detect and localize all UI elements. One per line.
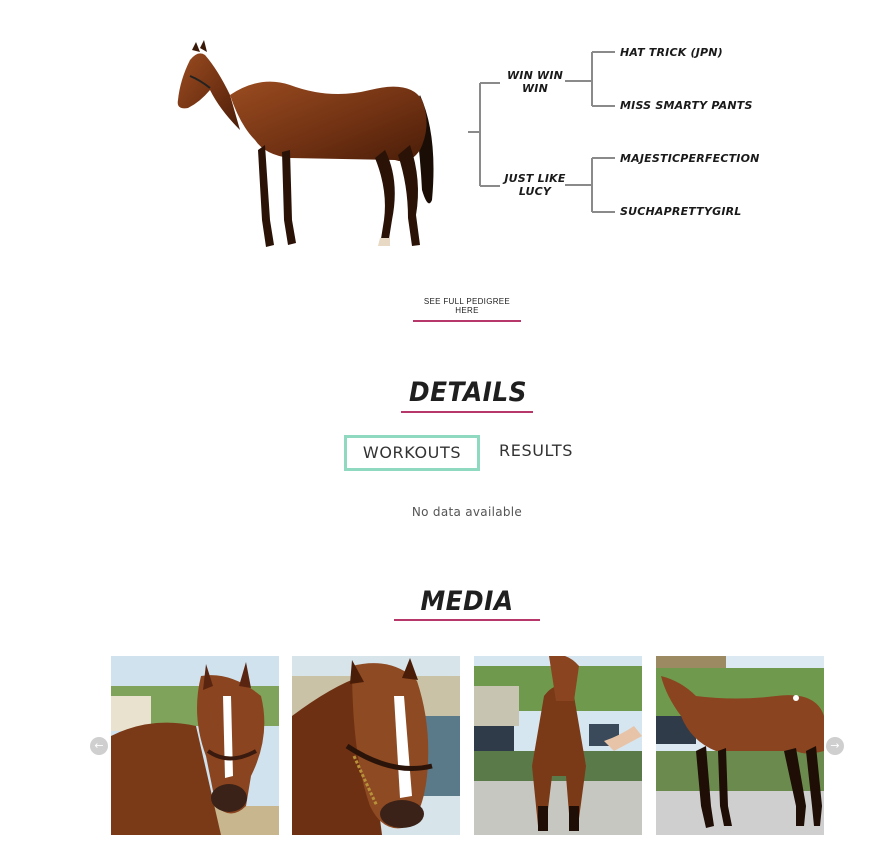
media-underline <box>394 619 540 621</box>
pedigree-sire-dam[interactable]: MISS SMARTY PANTS <box>620 99 753 112</box>
pedigree-sire-sire[interactable]: HAT TRICK (JPN) <box>620 46 723 59</box>
arrow-right-icon[interactable]: → <box>826 737 844 755</box>
tab-results[interactable]: RESULTS <box>499 441 573 460</box>
horse-front-view-photo[interactable] <box>474 656 642 835</box>
arrow-left-icon[interactable]: ← <box>90 737 108 755</box>
pedigree-dam[interactable]: JUST LIKE LUCY <box>504 172 566 198</box>
horse-head-photo[interactable] <box>111 656 279 835</box>
details-heading: DETAILS <box>408 377 528 408</box>
details-underline <box>401 411 533 413</box>
horse-conformation-photo <box>170 40 450 255</box>
tab-workouts[interactable]: WORKOUTS <box>344 435 480 471</box>
pedigree-sire[interactable]: WIN WIN WIN <box>506 69 564 95</box>
media-heading: MEDIA <box>420 586 514 617</box>
horse-head-closeup-photo[interactable] <box>292 656 460 835</box>
see-full-pedigree-link[interactable]: SEE FULL PEDIGREE HERE <box>413 297 521 322</box>
pedigree-dam-dam[interactable]: SUCHAPRETTYGIRL <box>620 205 742 218</box>
no-data-message: No data available <box>411 505 523 519</box>
horse-side-view-photo[interactable] <box>656 656 824 835</box>
pedigree-dam-sire[interactable]: MAJESTICPERFECTION <box>620 152 760 165</box>
